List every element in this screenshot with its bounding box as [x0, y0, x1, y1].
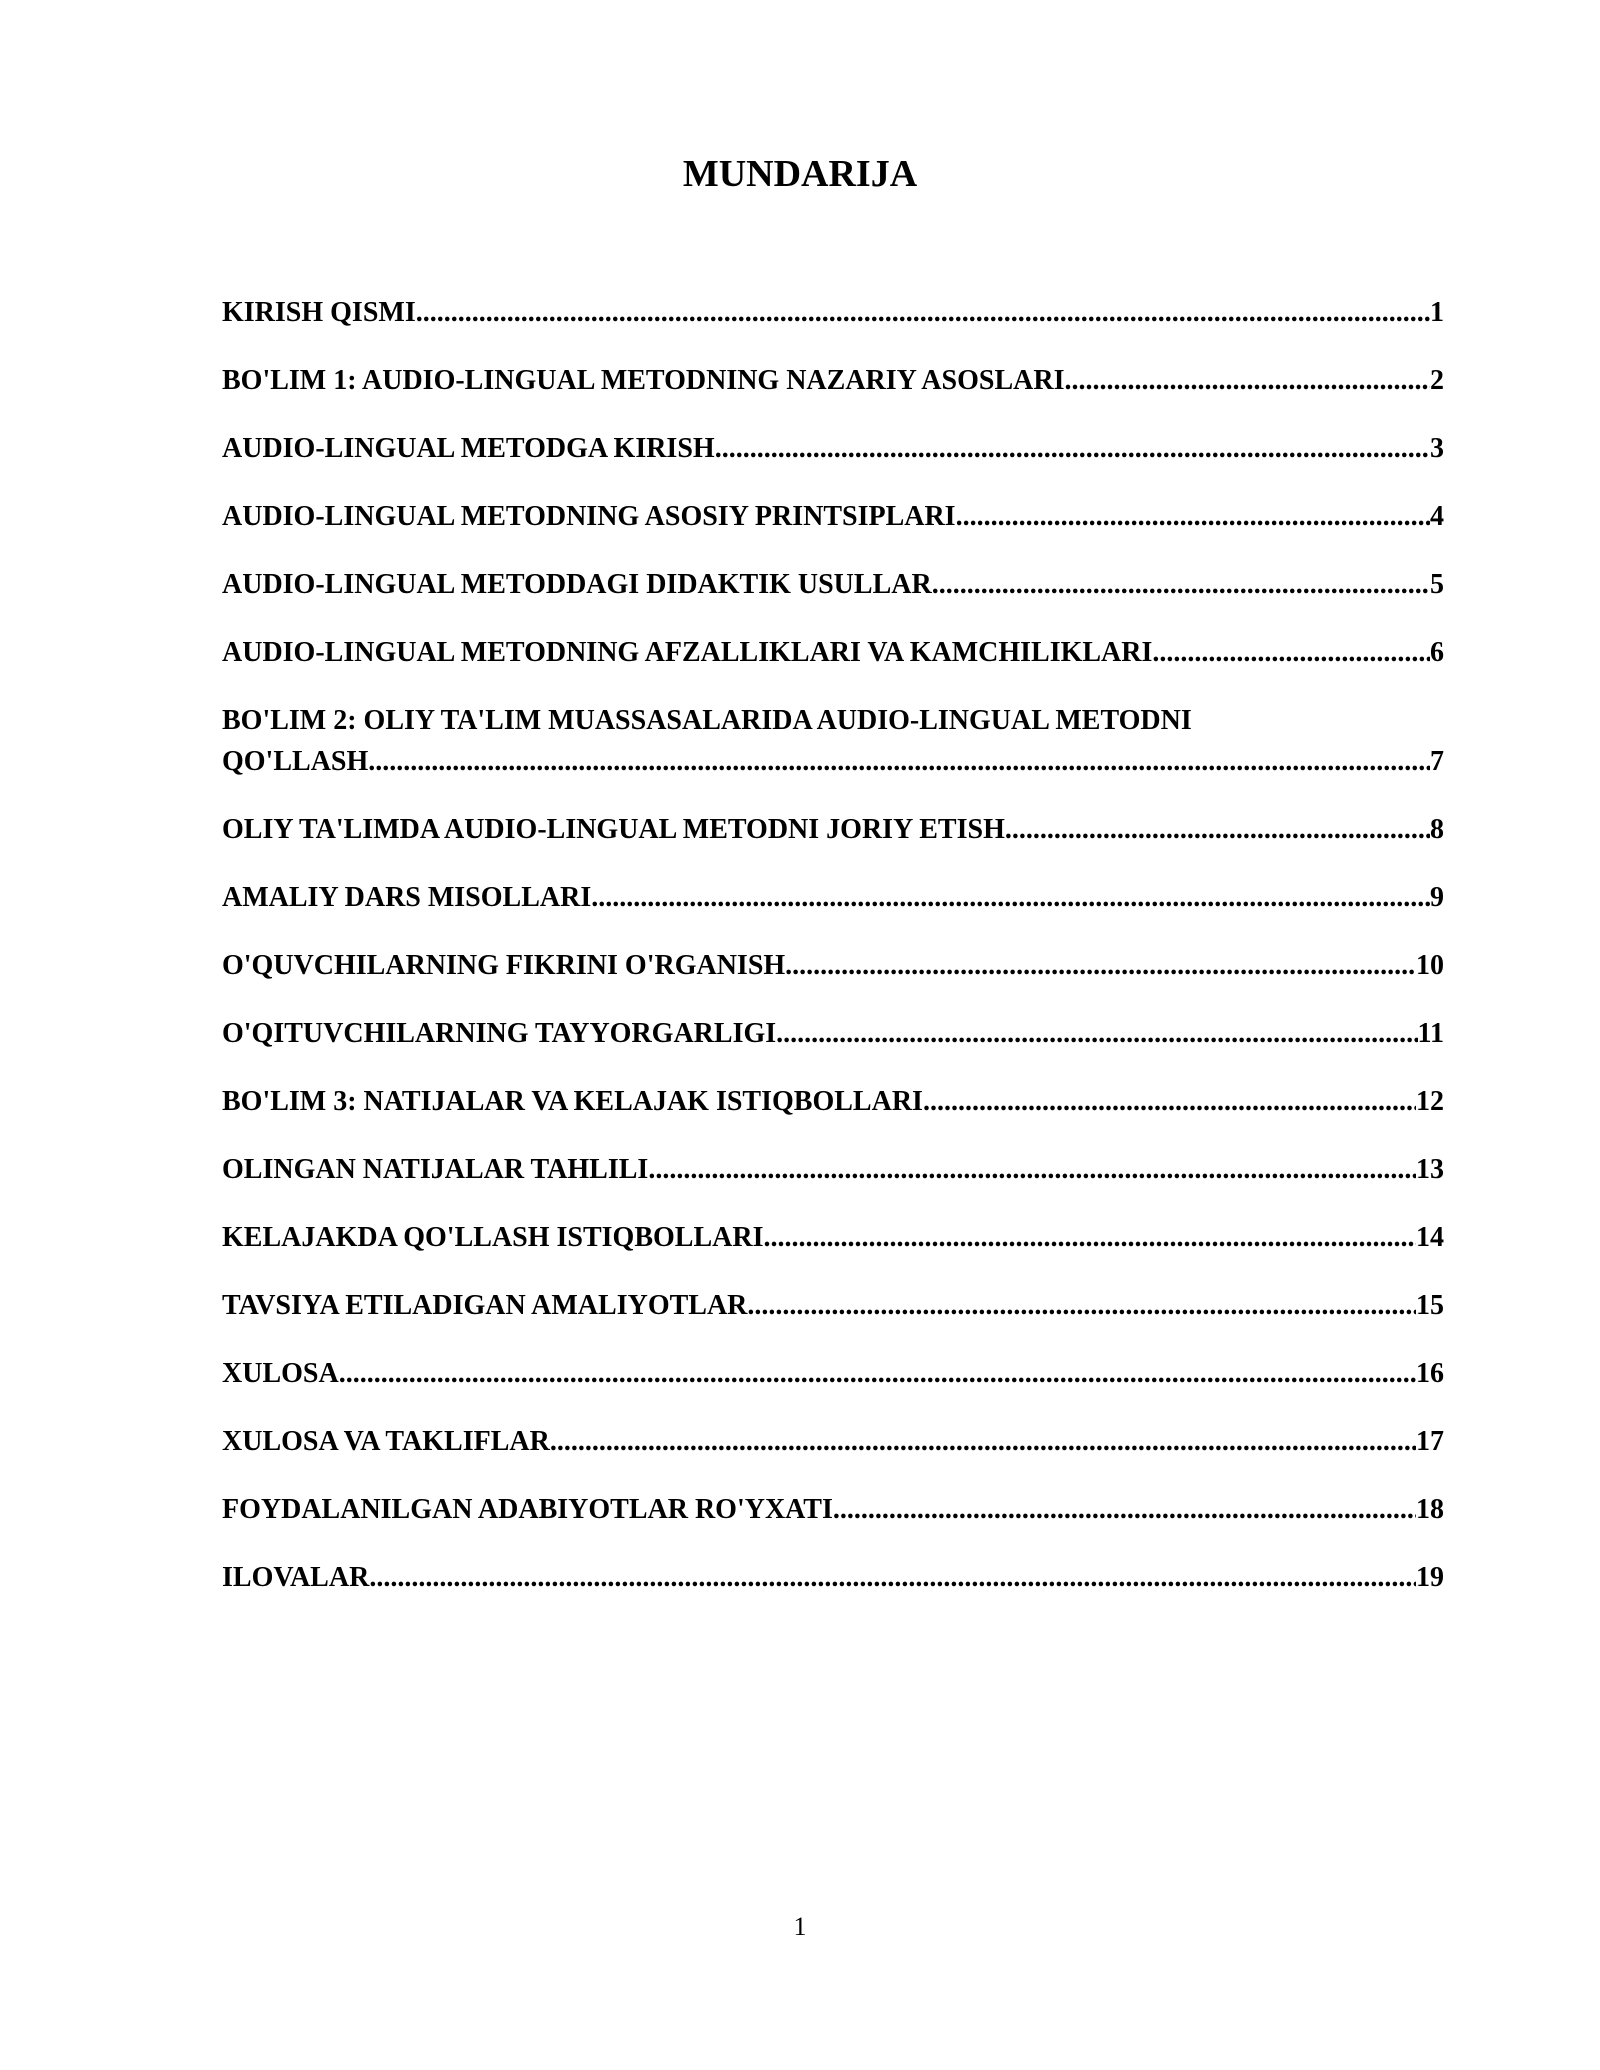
dot-leader [785, 945, 1416, 986]
page-title: MUNDARIJA [682, 153, 918, 195]
toc-entry[interactable] [222, 632, 1444, 673]
toc-entry-title: AUDIO-LINGUAL METODDAGI DIDAKTIK USULLAR [222, 569, 932, 600]
dot-leader [715, 428, 1430, 469]
toc-entry-title: AUDIO-LINGUAL METODGA KIRISH [222, 433, 715, 464]
dot-leader [648, 1149, 1416, 1190]
toc-entry[interactable] [222, 428, 1444, 469]
page-number: 1 [793, 1912, 807, 1941]
toc-entry[interactable] [222, 1489, 1444, 1530]
toc-entry[interactable] [222, 945, 1444, 986]
table-of-contents [222, 292, 1444, 1625]
toc-page-number: 12 [1416, 1086, 1444, 1117]
dot-leader [368, 741, 1430, 782]
toc-entry-title: O'QUVCHILARNING FIKRINI O'RGANISH [222, 950, 786, 981]
toc-entry[interactable] [222, 564, 1444, 605]
toc-page-number: 19 [1416, 1562, 1444, 1593]
toc-entry[interactable] [222, 700, 1444, 782]
dot-leader [369, 1557, 1416, 1598]
toc-entry[interactable] [222, 496, 1444, 537]
toc-entry-title: KIRISH QISMI [222, 297, 416, 328]
toc-entry[interactable] [222, 1217, 1444, 1258]
toc-entry-title: OLIY TA'LIMDA AUDIO-LINGUAL METODNI JORIY ETISH [222, 814, 1005, 845]
toc-entry[interactable] [222, 1081, 1444, 1122]
toc-entry-title: ILOVALAR [222, 1562, 370, 1593]
toc-page-number: 13 [1416, 1154, 1444, 1185]
dot-leader [956, 496, 1430, 537]
dot-leader [550, 1421, 1416, 1462]
dot-leader [1152, 632, 1430, 673]
toc-page-number: 8 [1430, 814, 1444, 845]
dot-leader [339, 1353, 1416, 1394]
toc-entry-title: BO'LIM 3: NATIJALAR VA KELAJAK ISTIQBOLLARI [222, 1086, 923, 1117]
dot-leader [776, 1013, 1417, 1054]
dot-leader [1005, 809, 1430, 850]
toc-page-number: 16 [1416, 1358, 1444, 1389]
toc-entry[interactable] [222, 1149, 1444, 1190]
toc-entry[interactable] [222, 809, 1444, 850]
toc-entry-title: KELAJAKDA QO'LLASH ISTIQBOLLARI [222, 1222, 764, 1253]
dot-leader [833, 1489, 1416, 1530]
toc-page-number: 18 [1416, 1494, 1444, 1525]
toc-entry-title: BO'LIM 1: AUDIO-LINGUAL METODNING NAZARIY ASOSLARI [222, 365, 1065, 396]
toc-entry[interactable] [222, 292, 1444, 333]
dot-leader [923, 1081, 1416, 1122]
toc-page-number: 14 [1416, 1222, 1444, 1253]
toc-entry-title: XULOSA VA TAKLIFLAR [222, 1426, 550, 1457]
toc-page-number: 17 [1416, 1426, 1444, 1457]
dot-leader [1064, 360, 1430, 401]
toc-entry-title: XULOSA [222, 1358, 339, 1389]
toc-page-number: 7 [1430, 746, 1444, 777]
toc-page-number: 1 [1430, 297, 1444, 328]
toc-entry[interactable] [222, 1353, 1444, 1394]
toc-entry[interactable] [222, 1557, 1444, 1598]
toc-page-number: 9 [1430, 882, 1444, 913]
toc-entry[interactable] [222, 877, 1444, 918]
toc-page-number: 10 [1416, 950, 1444, 981]
toc-entry-title: AUDIO-LINGUAL METODNING AFZALLIKLARI VA KAMCHILIKLARI [222, 637, 1153, 668]
dot-leader [932, 564, 1430, 605]
toc-page-number: 11 [1417, 1018, 1444, 1049]
toc-page-number: 5 [1430, 569, 1444, 600]
toc-entry[interactable] [222, 1013, 1444, 1054]
toc-page-number: 6 [1430, 637, 1444, 668]
toc-entry-title-line1: BO'LIM 2: OLIY TA'LIM MUASSASALARIDA AUDIO-LINGUAL METODNI [222, 705, 1192, 736]
toc-entry-title-line2: QO'LLASH [222, 746, 369, 777]
toc-entry-title: OLINGAN NATIJALAR TAHLILI [222, 1154, 649, 1185]
toc-page-number: 15 [1416, 1290, 1444, 1321]
dot-leader [747, 1285, 1416, 1326]
toc-entry-title: FOYDALANILGAN ADABIYOTLAR RO'YXATI [222, 1494, 833, 1525]
toc-entry[interactable] [222, 1285, 1444, 1326]
dot-leader [763, 1217, 1416, 1258]
toc-page-number: 4 [1430, 501, 1444, 532]
dot-leader [416, 292, 1430, 333]
toc-entry-title: O'QITUVCHILARNING TAYYORGARLIGI [222, 1018, 777, 1049]
toc-entry[interactable] [222, 360, 1444, 401]
toc-entry-title: AUDIO-LINGUAL METODNING ASOSIY PRINTSIPLARI [222, 501, 956, 532]
toc-entry-title: AMALIY DARS MISOLLARI [222, 882, 592, 913]
dot-leader [591, 877, 1430, 918]
toc-entry-title: TAVSIYA ETILADIGAN AMALIYOTLAR [222, 1290, 748, 1321]
toc-entry[interactable] [222, 1421, 1444, 1462]
toc-page-number: 3 [1430, 433, 1444, 464]
toc-page-number: 2 [1430, 365, 1444, 396]
